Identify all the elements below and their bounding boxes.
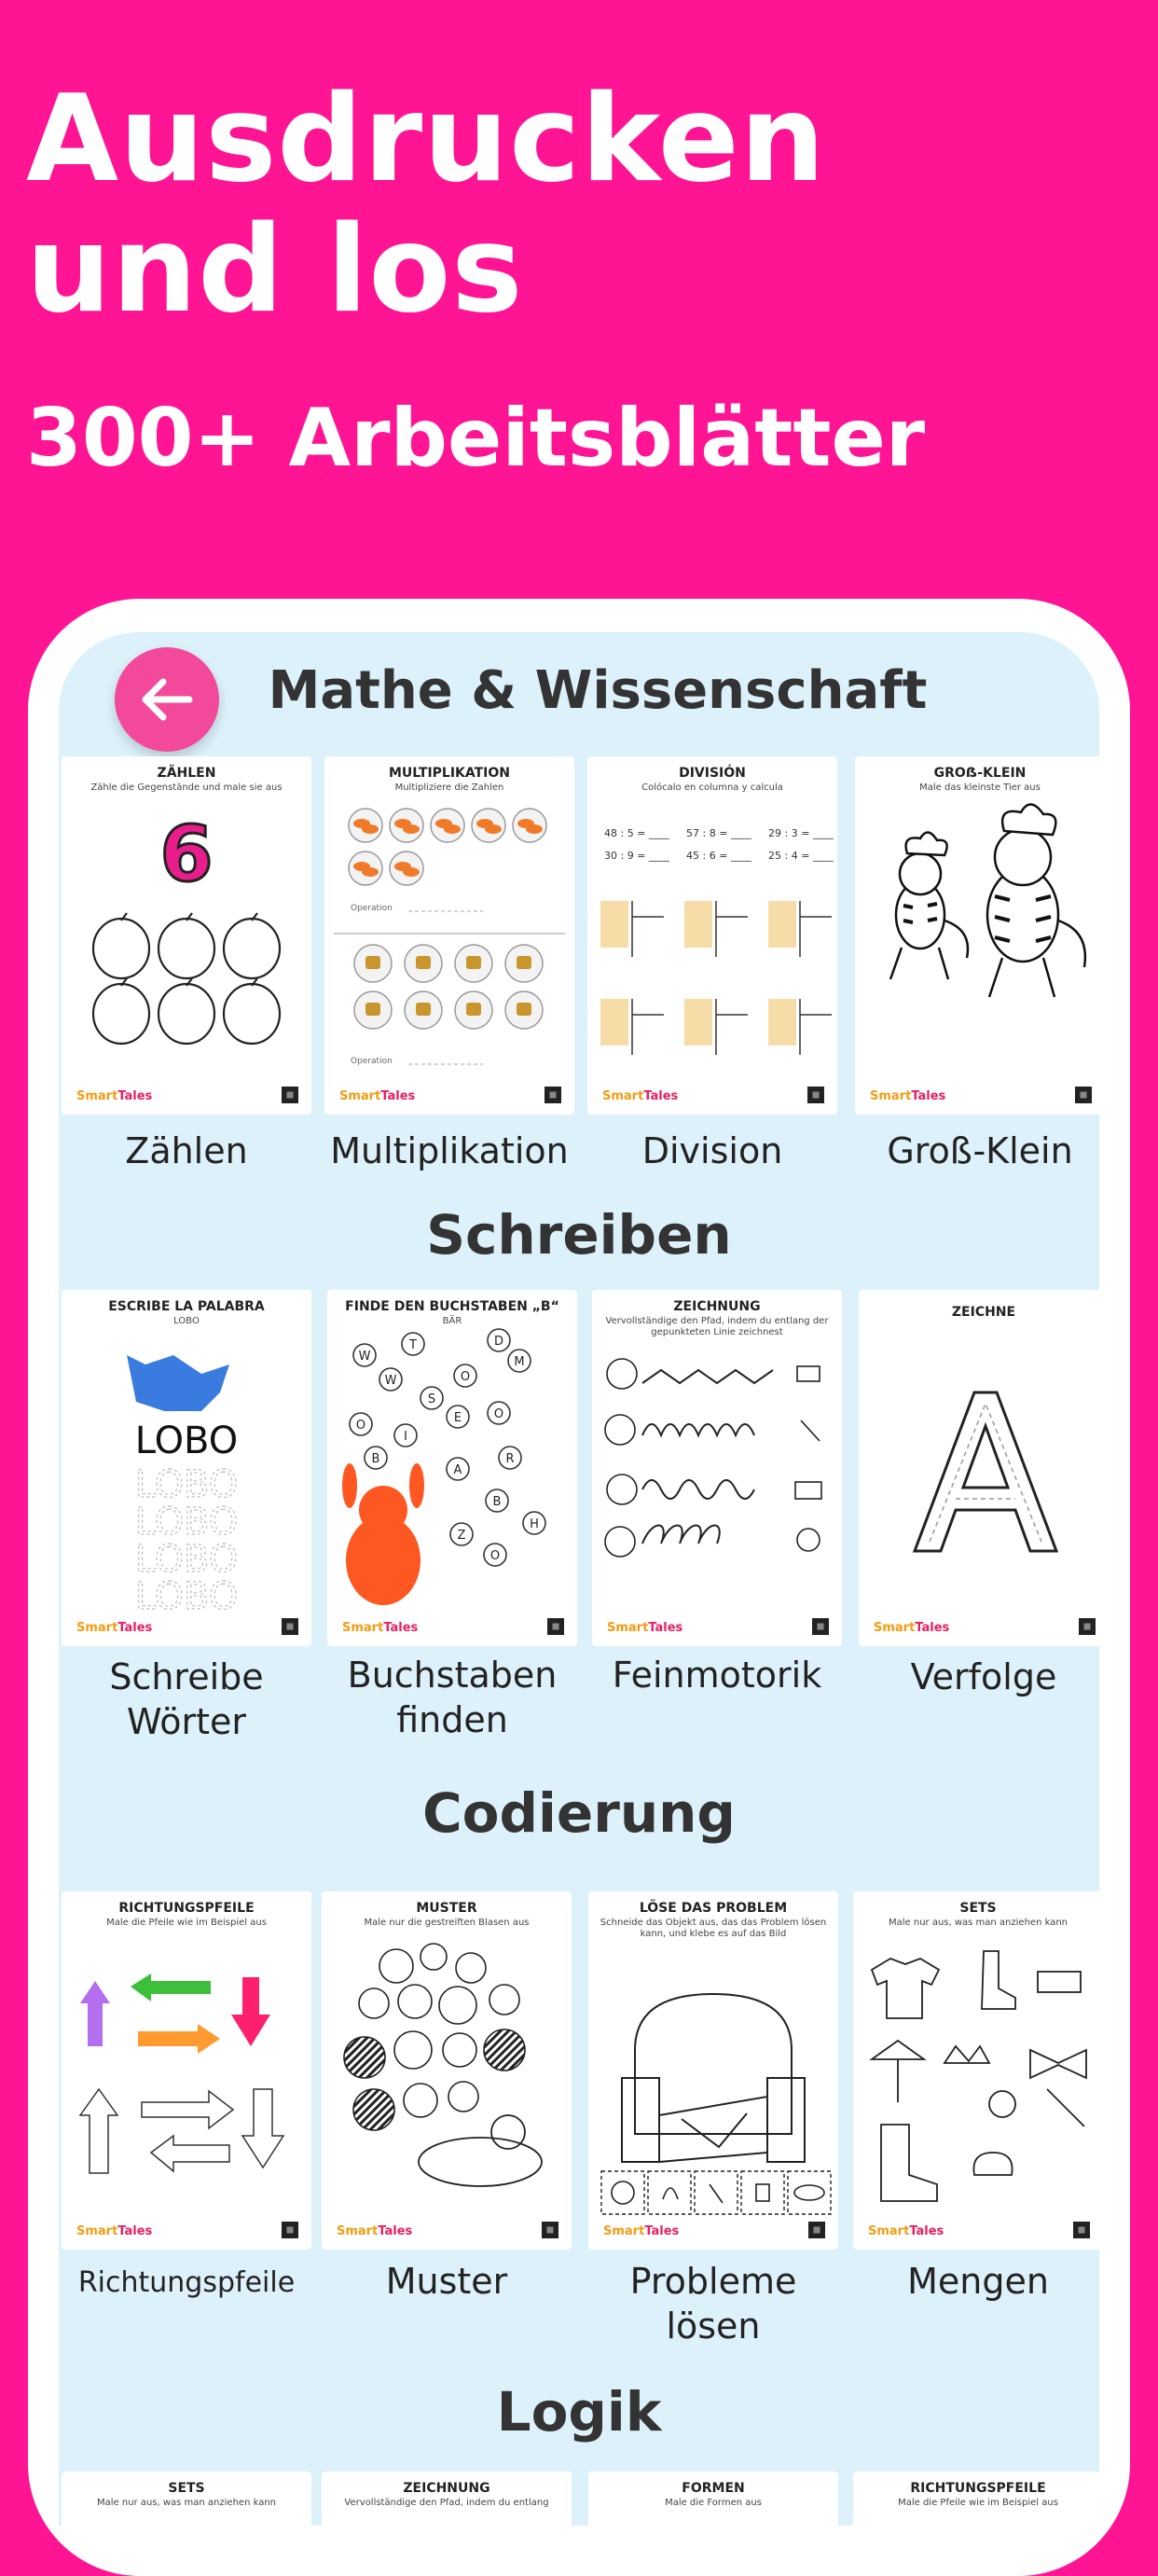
card-label-trace: Verfolge [910, 1656, 1057, 1697]
worksheet-card-multiplication[interactable] [324, 756, 574, 1115]
tigers-illustration [855, 756, 1099, 1115]
promo-headline [26, 70, 826, 339]
worksheet-card-trace[interactable] [859, 1290, 1099, 1646]
section-title-coding: Codierung [422, 1781, 736, 1845]
app-screen [59, 632, 1099, 2526]
svg-text:O: O [355, 1419, 366, 1433]
svg-text:LOBO: LOBO [134, 1420, 239, 1462]
sheet-title: DIVISIÓN [679, 766, 746, 781]
svg-text:R: R [505, 1452, 515, 1466]
sheet-subtitle: Male die Formen aus [665, 2498, 762, 2508]
qr-code-icon [807, 1087, 824, 1103]
worksheet-card-division[interactable] [587, 756, 837, 1115]
svg-text:O: O [489, 1549, 501, 1563]
svg-text:H: H [530, 1517, 539, 1531]
worksheet-card-counting[interactable] [62, 756, 311, 1115]
brand-logo: SmartTales [607, 1621, 683, 1635]
card-label-division: Division [641, 1130, 783, 1171]
worksheet-card-logic-drawing[interactable] [322, 2472, 572, 2526]
card-label-find-letters: Buchstaben finden [347, 1655, 558, 1740]
svg-text:LOBO: LOBO [134, 1463, 239, 1506]
qr-code-icon [542, 2222, 558, 2238]
worksheet-card-logic-shapes[interactable] [588, 2472, 838, 2526]
svg-text:B: B [492, 1495, 502, 1509]
sheet-subtitle: BÄR [442, 1316, 462, 1326]
worksheet-card-big-small[interactable] [855, 756, 1099, 1115]
svg-text:W: W [358, 1350, 371, 1364]
sheet-subtitle: Colócalo en columna y calcula [641, 782, 783, 793]
card-label-write-words: Schreibe Wörter [109, 1656, 264, 1742]
svg-text:S: S [427, 1392, 436, 1406]
equation-2: 57 : 8 = ____ [686, 827, 751, 839]
direction-arrows-illustration [62, 1891, 311, 2250]
qr-code-icon [282, 2222, 298, 2238]
big-number: 6 [159, 810, 214, 899]
qr-code-icon [812, 1618, 829, 1635]
operation-label-2: Operation [351, 1057, 393, 1066]
sheet-title: ZÄHLEN [157, 766, 216, 781]
sheet-subtitle: Vervollständige den Pfad, indem du entlang [344, 2498, 549, 2508]
brand-logo: SmartTales [870, 1089, 946, 1103]
sheet-title: FINDE DEN BUCHSTABEN „B“ [345, 1299, 559, 1314]
bubbles-illustration [322, 1891, 572, 2250]
qr-code-icon [547, 1618, 564, 1635]
worksheet-card-find-letters[interactable] [327, 1290, 577, 1646]
sheet-title: ZEICHNUNG [403, 2481, 490, 2496]
svg-text:O: O [460, 1370, 471, 1384]
screen-title: Mathe & Wissenschaft [268, 660, 928, 721]
brand-logo: SmartTales [76, 1621, 153, 1635]
qr-code-icon [1079, 1618, 1096, 1635]
sheet-title: MUSTER [416, 1901, 477, 1916]
equation-3: 29 : 3 = ____ [768, 827, 834, 839]
svg-text:Z: Z [457, 1529, 466, 1543]
sheet-subtitle: Male die Pfeile wie im Beispiel aus [898, 2498, 1058, 2508]
card-label-multiplication: Multiplikation [330, 1130, 569, 1171]
promo-subline: 300+ Arbeitsblätter [26, 392, 926, 485]
sheet-title: ZEICHNE [951, 1305, 1016, 1320]
equation-5: 45 : 6 = ____ [686, 850, 751, 862]
clothing-items-illustration [853, 1891, 1099, 2250]
sheet-title: RICHTUNGSPFEILE [118, 1901, 255, 1916]
card-label-sets: Mengen [907, 2261, 1049, 2302]
brand-logo: SmartTales [76, 2224, 153, 2238]
card-label-counting: Zählen [125, 1130, 248, 1171]
sheet-subtitle: Multipliziere die Zahlen [394, 782, 504, 793]
wolf-word-illustration [62, 1290, 311, 1646]
svg-text:I: I [404, 1430, 407, 1444]
sheet-title: RICHTUNGSPFEILE [910, 2481, 1046, 2496]
sheet-title: LÖSE DAS PROBLEM [639, 1901, 788, 1916]
operation-label: Operation [351, 904, 393, 913]
balloons-bear-illustration [327, 1290, 577, 1646]
headline-line-1: Ausdrucken [26, 70, 826, 209]
qr-code-icon [1075, 1087, 1092, 1103]
qr-code-icon [545, 1087, 561, 1103]
svg-text:LOBO: LOBO [134, 1501, 239, 1544]
worksheet-card-problem-solving[interactable] [588, 1891, 838, 2250]
brand-logo: SmartTales [602, 1089, 679, 1103]
svg-text:D: D [493, 1335, 504, 1349]
sheet-subtitle: Vervollständige den Pfad, indem du entlang der gepunkteten Linie zeichnest [605, 1316, 829, 1337]
apples-illustration [62, 756, 311, 1115]
svg-text:LOBO: LOBO [134, 1575, 239, 1618]
section-title-logic: Logik [496, 2380, 662, 2444]
worksheet-card-fine-motor[interactable] [592, 1290, 842, 1646]
svg-text:O: O [493, 1407, 504, 1421]
sheet-title: GROẞ-KLEIN [933, 766, 1027, 781]
sheet-title: ESCRIBE LA PALABRA [108, 1299, 265, 1314]
letter-a-trace-illustration [859, 1290, 1099, 1646]
armchair-illustration [588, 1891, 838, 2250]
qr-code-icon [808, 2222, 825, 2238]
svg-text:A: A [453, 1463, 462, 1477]
svg-text:W: W [384, 1374, 397, 1388]
svg-text:B: B [371, 1452, 380, 1466]
brand-logo: SmartTales [603, 2224, 680, 2238]
equation-1: 48 : 5 = ____ [604, 827, 669, 839]
sheet-subtitle: LOBO [173, 1316, 200, 1326]
svg-text:E: E [453, 1411, 462, 1425]
sheet-subtitle: Male nur die gestreiften Blasen aus [364, 1918, 530, 1928]
card-label-patterns: Muster [385, 2261, 508, 2302]
sheet-subtitle: Male nur aus, was man anziehen kann [96, 2498, 277, 2508]
qr-code-icon [1073, 2222, 1090, 2238]
sheet-subtitle: Male nur aus, was man anziehen kann [888, 1918, 1068, 1928]
qr-code-icon [282, 1087, 298, 1103]
brand-logo: SmartTales [76, 1089, 153, 1103]
brand-logo: SmartTales [874, 1621, 950, 1635]
worksheet-card-logic-sets[interactable] [62, 2472, 311, 2526]
section-title-writing: Schreiben [426, 1203, 732, 1267]
worksheet-card-write-words[interactable] [62, 1290, 311, 1646]
sheet-title: ZEICHNUNG [673, 1299, 761, 1314]
sheet-subtitle: Male die Pfeile wie im Beispiel aus [106, 1918, 267, 1928]
sheet-title: FORMEN [682, 2481, 745, 2496]
card-label-arrows: Richtungspfeile [77, 2266, 296, 2299]
sheet-subtitle: Schneide das Objekt aus, das das Problem lösen kann, und klebe es auf das Bild [600, 1918, 827, 1939]
worksheet-card-logic-arrows[interactable] [853, 2472, 1099, 2526]
qr-code-icon [282, 1618, 298, 1635]
worksheet-card-arrows[interactable] [62, 1891, 311, 2250]
brand-logo: SmartTales [339, 1089, 416, 1103]
svg-text:LOBO: LOBO [134, 1538, 239, 1581]
headline-line-2: und los [26, 201, 524, 339]
sheet-title: MULTIPLIKATION [388, 766, 511, 781]
card-label-problem-solving: Probleme lösen [629, 2261, 797, 2347]
worksheet-card-patterns[interactable] [322, 1891, 572, 2250]
sheet-title: SETS [959, 1901, 997, 1916]
sheet-subtitle: Zähle die Gegenstände und male sie aus [90, 782, 283, 793]
equation-6: 25 : 4 = ____ [768, 850, 834, 862]
card-label-big-small: Groß-Klein [887, 1130, 1073, 1171]
equation-4: 30 : 9 = ____ [604, 850, 669, 862]
brand-logo: SmartTales [337, 2224, 413, 2238]
sheet-title: SETS [168, 2481, 205, 2496]
division-grids-illustration [587, 756, 837, 1115]
svg-text:M: M [514, 1355, 525, 1369]
tracing-paths-illustration [592, 1290, 842, 1646]
svg-text:T: T [409, 1338, 417, 1352]
worksheet-card-sets[interactable] [853, 1891, 1099, 2250]
brand-logo: SmartTales [342, 1621, 419, 1635]
brand-logo: SmartTales [868, 2224, 944, 2238]
sheet-subtitle: Male das kleinste Tier aus [919, 782, 1041, 793]
card-label-fine-motor: Feinmotorik [612, 1655, 822, 1696]
